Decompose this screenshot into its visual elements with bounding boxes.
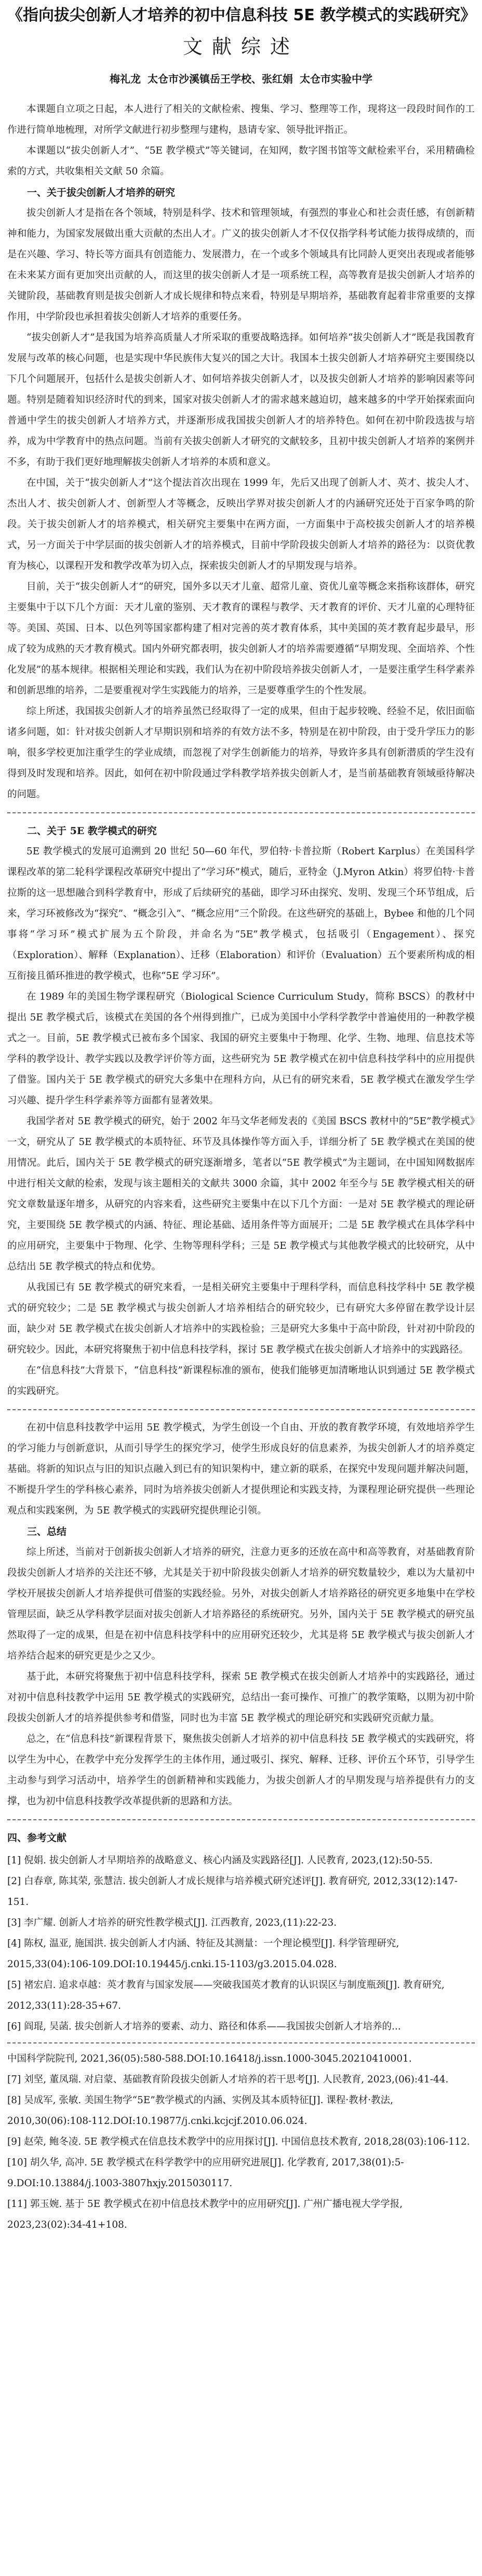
authors-line: 梅礼龙 太仓市沙溪镇岳王学校、张红娟 太仓市实验中学 xyxy=(110,73,372,85)
reference-item: 中国科学院院刊, 2021,36(05):580-588.DOI:10.16418/j.issn.1000-3045.20210410001. xyxy=(7,2053,412,2064)
body-paragraph: 在 1989 年的美国生物学课程研究（Biological Science Curriculum Study，简称 BSCS）的教材中提出 5E 教学模式后，该模式在美国的各个州得到推广，已成为美国中小学科学教学中普遍使用的一种教学模式之一。目前，5E 教学模式已被布多个国家、我国的研究主要集中于物理、化学、生物、地理、信息技术等学科的教学设计、教学实践以及教学评价等方面，这些研究为 5E 教学模式在初中信息科技学科中的应用提供了借鉴。国内关于 5E 教学模式的研究大多集中在理科方向，从已有的研究来看，5E 教学模式在激发学生学习兴趣、提升学生科学素养等方面都有显著效果。 xyxy=(7,991,475,1106)
reference-item: [5] 褚宏启. 追求卓越：英才教育与国家发展——突破我国英才教育的认识误区与制度瓶颈[J]. 教育研究, 2012,33(11):28-35+67. xyxy=(7,1980,445,2011)
reference-item: [1] 倪娟. 拔尖创新人才早期培养的战略意义、核心内涵及实践路径[J]. 人民教育, 2023,(12):50-55. xyxy=(7,1855,433,1866)
references-heading: 四、参考文献 xyxy=(7,1832,67,1844)
body-paragraph: 在初中信息科技教学中运用 5E 教学模式，为学生创设一个自由、开放的教育教学环境，有效地培养学生的学习能力与创新意识，从而引导学生的探究学习，使学生形成良好的信息素养，为拔尖创新人才的培养奠定基础。将新的知识点与旧的知识点融入到已有的知识架构中，建立新的联系，在探究中发现问题并解决问题，不断提升学生的学科核心素养，同时为培养拔尖创新人才提供理论和实践支持，为课程理论研究提供一些理论观点和实践案例，为 5E 教学模式的实践研究提供理论引领。 xyxy=(7,1422,475,1516)
section-heading: 一、关于拔尖创新人才培养的研究 xyxy=(27,187,176,198)
body-paragraph: 在中国，关于“拔尖创新人才”这个提法首次出现在 1999 年，先后又出现了创新人才、英才、拔尖人才、杰出人才、拔尖创新人才、创新型人才等概念，反映出学界对拔尖创新人才的内涵研究还处于百家争鸣的阶段。关于拔尖创新人才的培养模式，相关研究主要集中在两方面，一方面集中于高校拔尖创新人才的培养模式，另一方面关于中学层面的拔尖创新人才的培养模式，目前中学阶段拔尖创新人才培养的路径为：以资优教育为核心，以课程开发和教学改革为切入点，探索拔尖创新人才的早期发现与培养。 xyxy=(7,478,475,571)
body-paragraph: 总之，在“信息科技”新课程背景下，聚焦拔尖创新人才培养的初中信息科技 5E 教学模式的实践研究，将以学生为中心，在教学中充分发挥学生的主体作用，通过吸引、探究、解释、迁移、评价五个环节，引导学生主动参与到学习活动中，培养学生的创新精神和实践能力，为拔尖创新人才的早期发现与培养提供有力的支撑，也为初中信息科技教学改革提供新的思路和方法。 xyxy=(7,1734,475,1807)
intro-paragraph: 本课题自立项之日起，本人进行了相关的文献检索、搜集、学习、整理等工作，现将这一段段时间作的工作进行简单地梳理，对所学文献进行初步整理与建构，恳请专家、领导批评指正。 xyxy=(7,104,475,135)
body-paragraph: 目前，关于“拔尖创新人才”的研究，国外多以天才儿童、超常儿童、资优儿童等概念来指称该群体，研究主要集中于以下几个方面：天才儿童的鉴别、天才教育的课程与教学、天才教育的评价、天才儿童的心理特征等。美国、英国、日本、以色列等国家都构建了相对完善的英才教育体系，其中美国的英才教育起步最早，形成了较为成熟的天才教育模式。国内外研究都表明，拔尖创新人才的培养需要遵循“早期发现、全面培养、个性化发展”的基本规律。根据相关理论和实践，我们认为在初中阶段培养拔尖创新人才，一是要注重学生科学素养和创新思维的培养，二是要重视对学生实践能力的培养，三是要尊重学生的个性发展。 xyxy=(7,581,475,696)
body-paragraph: 拔尖创新人才是指在各个领域，特别是科学、技术和管理领域，有强烈的事业心和社会责任感，有创新精神和能力，为国家发展做出重大贡献的杰出人才。广义的拔尖创新人才不仅仅指学科考试能力拔得成绩的，而是在兴趣、学习、特长等方面具有创造能力、发展潜力，在一个或多个领域具有比同龄人更突出表现或者能够在未来某方面有更加突出贡献的人，而这里的拔尖创新人才是一项系统工程，高等教育是拔尖创新人才培养的关键阶段，基础教育则是拔尖创新人才成长规律和特点来看，特别是早期培养，基础教育起着非常重要的支撑作用，中学阶段也承担着拔尖创新人才培养的重要任务。 xyxy=(7,208,475,322)
section-heading: 三、总结 xyxy=(27,1526,67,1537)
reference-item: [7] 刘坚, 董凤瑞. 对启蒙、基础教育阶段拔尖创新人才培养的若干思考[J]. 人民教育, 2023,(06):41-44. xyxy=(7,2074,449,2085)
page-divider xyxy=(7,812,475,813)
body-paragraph: 5E 教学模式的发展可追溯到 20 世纪 50—60 年代，罗伯特·卡普拉斯（Robert Karplus）在美国科学课程改革的第二轮科学课程改革研究中提出了“学习环”模式，随后，亚特金（J.Myron Atkin）将罗伯特·卡普拉斯的这一思想融合到科学教育中，形成了后续研究的基础，即学习环由探究、发明、发现三个环节组成，后来，学习环被修改为“探究”、“概念引入”、“概念应用”三个阶段。在这些研究的基础上，Bybee 和他的几个同事将“学习环”模式扩展为五个阶段，并命名为“5E”教学模式，包括吸引（Engagement）、探究（Exploration）、解释（Explanation）、迁移（Elaboration）和评价（Evaluation）五个要素所构成的相互衔接且循环推进的教学模式，也称“5E 学习环”。 xyxy=(7,846,475,982)
reference-item: [8] 吴成军, 张敏. 美国生物学“5E”教学模式的内涵、实例及其本质特征[J]. 课程·教材·教法, 2010,30(06):108-112.DOI:10.19877/j.cnki.kcjcjf.2010.06.024. xyxy=(7,2095,394,2127)
document-title: 文献综述 xyxy=(182,35,299,58)
page-divider xyxy=(7,2042,475,2043)
body-paragraph: 基于此，本研究将聚焦于初中信息科技学科，探索 5E 教学模式在拔尖创新人才培养中的实践路径，通过对初中信息科技教学中运用 5E 教学模式的实践研究，总结出一套可操作、可推广的教学策略，以期为初中阶段拔尖创新人才的培养提供参考和借鉴，同时也为丰富 5E 教学模式的理论研究和实践研究贡献力量。 xyxy=(7,1671,475,1724)
reference-item: [6] 阎琨, 吴菡. 拔尖创新人才培养的要素、动力、路径和体系——我国拔尖创新人才培养的... xyxy=(7,2021,401,2032)
reference-item: [10] 胡久华, 高冲. 5E 教学模式在科学教学中的应用研究进展[J]. 化学教育, 2017,38(01):5-9.DOI:10.13884/j.1003-3807hxjy.2015030117. xyxy=(7,2157,404,2189)
section-heading: 二、关于 5E 教学模式的研究 xyxy=(27,825,157,837)
reference-item: [3] 李广耀. 创新人才培养的研究性教学模式[J]. 江西教育, 2023,(11):22-23. xyxy=(7,1917,337,1928)
body-paragraph: 从我国已有 5E 教学模式的研究来看，一是相关研究主要集中于理科学科，而信息科技学科中 5E 教学模式的研究较少；二是 5E 教学模式与拔尖创新人才培养相结合的研究较少，已有研究大多停留在教学设计层面，缺少对 5E 教学模式在拔尖创新人才培养中的实践检验；三是研究大多集中于高中阶段，针对初中阶段的研究较少。因此，本研究将聚焦于初中信息科技学科，探讨 5E 教学模式在拔尖创新人才培养中的实践路径。 xyxy=(7,1282,475,1355)
reference-item: [11] 郭玉婉. 基于 5E 教学模式在初中信息技术教学中的应用研究[J]. 广州广播电视大学学报, 2023,23(02):34-41+108. xyxy=(7,2199,403,2230)
page-divider xyxy=(7,1409,475,1410)
references-list xyxy=(7,1850,475,2236)
body-paragraph: 综上所述，当前对于创新拔尖创新人才培养的研究，注意力更多的还放在高中和高等教育，对基础教育阶段拔尖创新人才培养的关注还不够，尤其是关于初中阶段拔尖创新人才培养的研究数量较少，难以为大量初中学校开展拔尖创新人才培养提供可借鉴的实践经验。另外，对拔尖创新人才培养路径的研究更多地集中在学校管理层面，缺乏从学科教学层面对拔尖创新人才培养路径的系统研究。另外，国内关于 5E 教学模式的研究虽然取得了一定的成果，但是在初中信息科技学科中的应用研究还较少，尤其是将 5E 教学模式与拔尖创新人才培养结合起来的研究更是少之又少。 xyxy=(7,1547,475,1661)
body-paragraph: “拔尖创新人才”是我国为培养高质量人才所采取的重要战略选择。如何培养“拔尖创新人才”既是我国教育发展与改革的核心问题，也是实现中华民族伟大复兴的国之大计。我国本土拔尖创新人才培养研究主要围绕以下几个问题展开，包括什么是拔尖创新人才、如何培养拔尖创新人才，以及拔尖创新人才培养的影响因素等问题。特别是随着知识经济时代的到来，国家对拔尖创新人才的需求越来越迫切，越来越多的中学开始探索面向普通中学生的拔尖创新人才培养方式，并逐渐形成我国拔尖创新人才的培养特色。如何在初中阶段选拔与培养，成为中学教育中的热点问题。当前有关拔尖创新人才研究的文献较多，且初中拔尖创新人才培养的案例并不多，有助于我们更好地理解拔尖创新人才培养的本质和意义。 xyxy=(7,332,475,468)
body-paragraph: 我国学者对 5E 教学模式的研究，始于 2002 年马文华老师发表的《美国 BSCS 教材中的“5E”教学模式》一文，研究从了 5E 教学模式的本质特征、环节及具体操作等方面入手，详细分析了 5E 教学模式在美国的使用情况。此后，国内关于 5E 教学模式的研究逐渐增多，笔者以“5E 教学模式”为主题词，在中国知网数据库中进行相关文献的检索，发现与该主题相关的文献共 3000 余篇，其中 2002 年至今与 5E 教学模式相关的研究文章数量逐年增多，从研究的内容来看，这些研究主要集中在以下几个方面：一是对 5E 教学模式的理论研究，主要围绕 5E 教学模式的内涵、特征、理论基础、适用条件等方面展开；二是 5E 教学模式在具体学科中的应用研究，主要集中于物理、化学、生物等理科学科；三是 5E 教学模式与其他教学模式的比较研究，从中总结出 5E 教学模式的特点和优势。 xyxy=(7,1116,475,1272)
reference-item: [2] 白春章, 陈其荣, 张慧洁. 拔尖创新人才成长规律与培养模式研究述评[J]. 教育研究, 2012,33(12):147-151. xyxy=(7,1876,458,1907)
page-divider xyxy=(7,1819,475,1820)
banner-title: 《指向拔尖创新人才培养的初中信息科技 5E 教学模式的实践研究》 xyxy=(7,6,476,24)
reference-item: [9] 赵荣, 鲍冬凌. 5E 教学模式在信息技术教学中的应用探讨[J]. 中国信息技术教育, 2018,28(03):106-112. xyxy=(7,2136,470,2147)
body-paragraph: 综上所述，我国拔尖创新人才的培养虽然已经取得了一定的成果，但由于起步较晚、经验不足，依旧面临诸多问题，如：针对拔尖创新人才早期识别和培养的有效方法不多，特别是在初中阶段，由于受升学压力的影响，很多学校更加注重学生的学业成绩，而忽视了对学生创新能力的培养，导致许多具有创新潜质的学生没有得到及时发现和培养。因此，如何在初中阶段通过学科教学培养拔尖创新人才，是当前基础教育领域亟待解决的问题。 xyxy=(7,706,475,800)
intro-paragraph: 本课题以“拔尖创新人才”、“5E 教学模式”等关键词，在知网，数字图书馆等文献检索平台，采用精确检索的方式，共收集相关文献 50 余篇。 xyxy=(7,145,475,177)
reference-item: [4] 陈权, 温亚, 施国洪. 拔尖创新人才内涵、特征及其测量：一个理论模型[J]. 科学管理研究, 2015,33(04):106-109.DOI:10.19445/j.cnki.15-1103/g3.2015.04.028. xyxy=(7,1938,399,1970)
body-paragraph: 在“信息科技”大背景下，“信息科技”新课程标准的颁布，使我们能够更加清晰地认识到通过 5E 教学模式的实践研究。 xyxy=(7,1365,475,1397)
